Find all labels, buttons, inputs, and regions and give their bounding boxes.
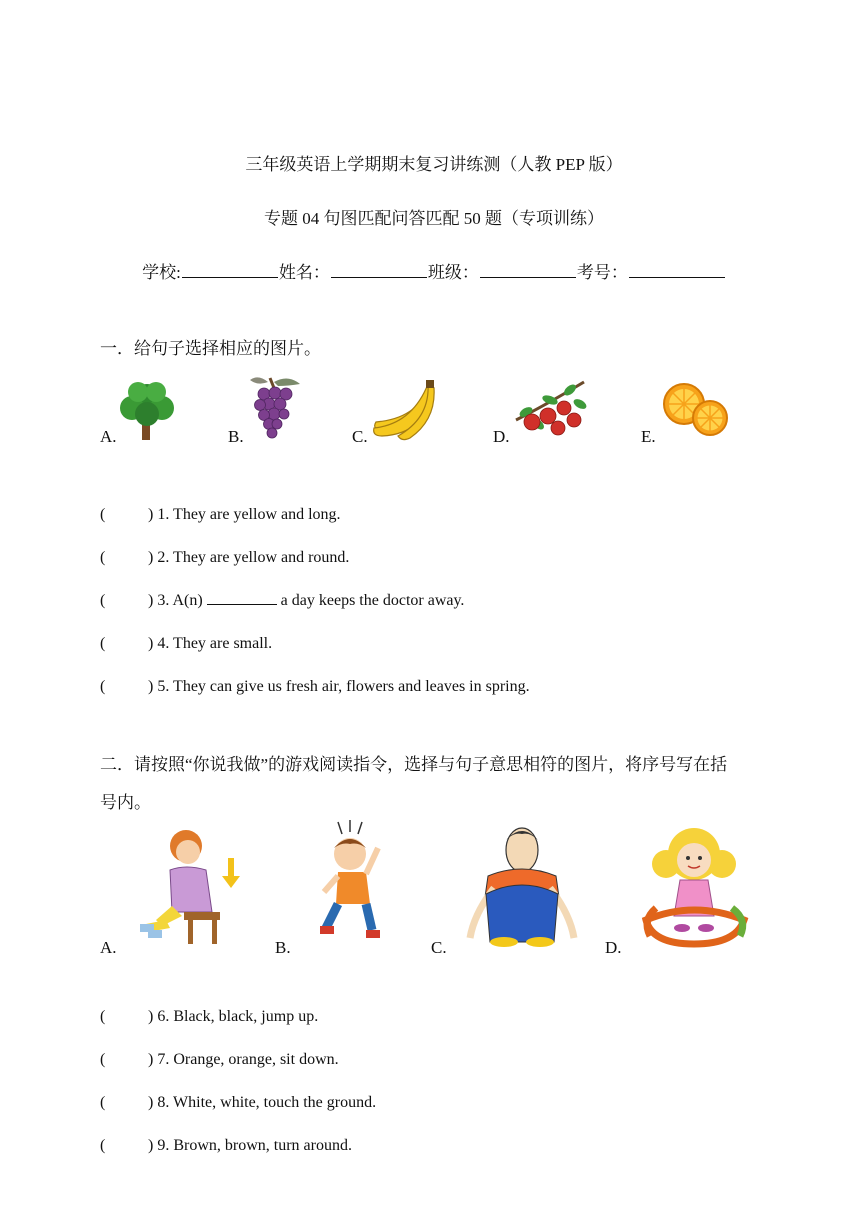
apples-icon [514,376,588,438]
exam-no-blank[interactable] [629,263,725,278]
page-title: 三年级英语上学期期末复习讲练测（人教 PEP 版） [245,155,623,174]
question-1: ( ) 1. They are yellow and long. [100,506,341,523]
question-9: ( ) 9. Brown, brown, turn around. [100,1137,352,1154]
question-4: ( ) 4. They are small. [100,635,273,652]
tree-icon [118,378,176,442]
question-3: ( ) 3. A(n) a day keeps the doctor away. [100,592,465,609]
option-d-label: D. [493,427,510,446]
option-2a-label: A. [100,938,117,957]
name-blank[interactable] [331,263,427,278]
answer-paren-3[interactable]: ( [100,592,106,609]
student-info-line [0,258,868,283]
school-label: 学校: [142,263,181,282]
question-7: ( ) 7. Orange, orange, sit down. [100,1051,339,1068]
boy-jumping-icon [316,818,392,948]
option-a-label: A. [100,427,117,446]
option-c-label: C. [352,427,368,446]
option-2b-label: B. [275,938,291,957]
section1-heading: 一．给句子选择相应的图片。 [100,339,321,358]
class-blank[interactable] [480,263,576,278]
question-5: ( ) 5. They can give us fresh air, flowers and leaves in spring. [100,678,530,695]
section2-heading-line1: 二．请按照“你说我做”的游戏阅读指令，选择与句子意思相符的图片，将序号写在括 [100,755,728,774]
bananas-icon [368,378,438,442]
page-subtitle: 专题 04 句图匹配问答匹配 50 题（专项训练） [264,209,604,228]
answer-paren-1[interactable]: ( [100,506,106,523]
option-2d-label: D. [605,938,622,957]
answer-paren-8[interactable]: ( [100,1094,106,1111]
question-8: ( ) 8. White, white, touch the ground. [100,1094,377,1111]
man-touching-ground-icon [460,824,584,948]
question-6: ( ) 6. Black, black, jump up. [100,1008,319,1025]
boy-sitting-icon [126,824,246,948]
answer-paren-9[interactable]: ( [100,1137,106,1154]
grapes-icon [244,372,306,440]
section2-heading-line2: 号内。 [100,793,151,812]
class-label: 班级： [427,263,479,282]
oranges-icon [660,380,730,438]
answer-paren-7[interactable]: ( [100,1051,106,1068]
answer-paren-4[interactable]: ( [100,635,106,652]
name-label: 姓名： [278,263,330,282]
answer-paren-2[interactable]: ( [100,549,106,566]
question-2: ( ) 2. They are yellow and round. [100,549,350,566]
school-blank[interactable] [182,263,278,278]
exam-no-label: 考号： [576,263,628,282]
option-b-label: B. [228,427,244,446]
option-2c-label: C. [431,938,447,957]
answer-paren-5[interactable]: ( [100,678,106,695]
answer-paren-6[interactable]: ( [100,1008,106,1025]
option-e-label: E. [641,427,656,446]
girl-turning-around-icon [636,820,754,952]
fill-blank-3[interactable] [207,592,277,605]
